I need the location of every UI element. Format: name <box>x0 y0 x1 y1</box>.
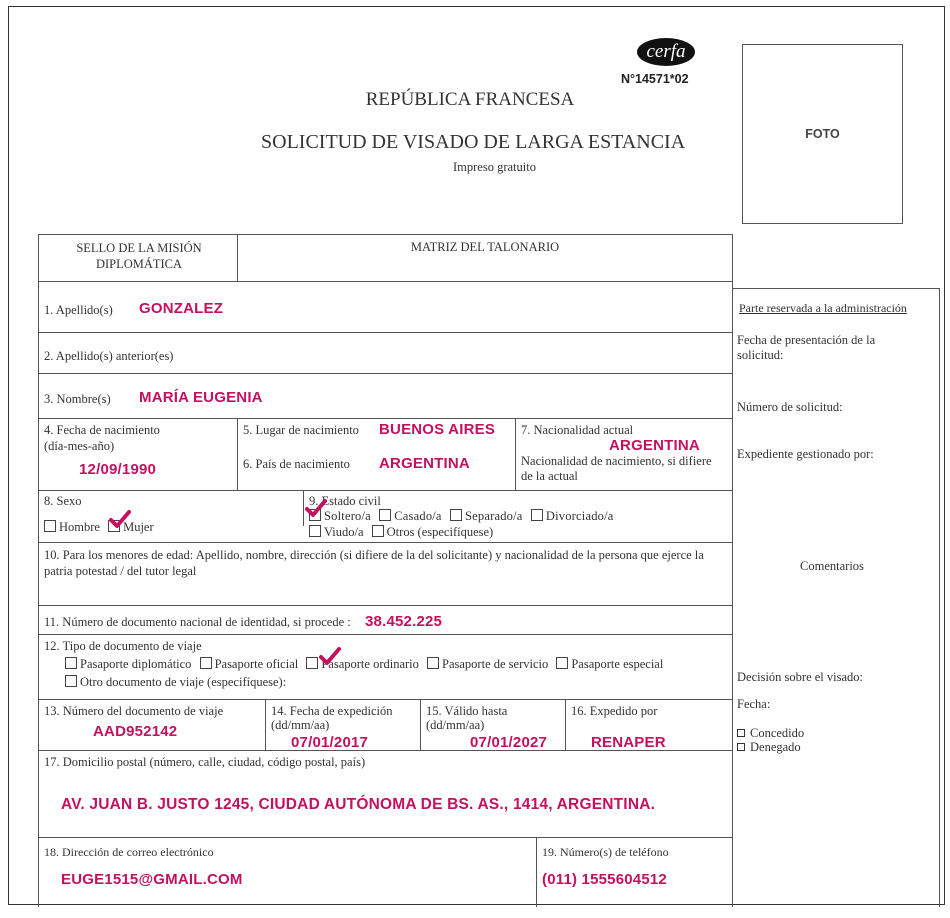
field-4-label: 4. Fecha de nacimiento <box>44 423 160 437</box>
checkbox-servicio[interactable] <box>427 657 439 669</box>
civil-option-casado[interactable] <box>379 509 441 524</box>
field-4-birth-date[interactable]: 12/09/1990 <box>79 461 157 478</box>
field-14-issue-date[interactable]: 07/01/2017 <box>291 734 369 751</box>
field-15-label: 15. Válido hasta <box>426 704 508 718</box>
admin-submission-date: Fecha de presentación de la solicitud: <box>737 333 876 362</box>
admin-handled-by: Expediente gestionado por: <box>737 447 874 461</box>
admin-panel <box>732 288 940 907</box>
option-label: Concedido <box>750 726 805 740</box>
field-11-label: 11. Número de documento nacional de identidad, si procede : <box>44 615 351 629</box>
admin-title: Parte reservada a la administración <box>739 301 907 315</box>
admin-application-number: Número de solicitud: <box>737 400 843 414</box>
field-5-label: 5. Lugar de nacimiento <box>243 423 359 437</box>
doc-option-especial[interactable] <box>556 657 663 672</box>
checkbox-granted[interactable] <box>737 729 745 737</box>
stub-cell: MATRIZ DEL TALONARIO <box>410 240 560 254</box>
checkbox-otros[interactable] <box>372 525 384 537</box>
admin-comments: Comentarios <box>800 559 864 573</box>
field-9-options-row1 <box>309 509 619 524</box>
field-4-sublabel: (día-mes-año) <box>44 439 115 453</box>
field-7-nationality[interactable]: ARGENTINA <box>609 437 700 454</box>
option-label: Pasaporte especial <box>571 657 664 671</box>
republic-heading: REPÚBLICA FRANCESA <box>365 89 575 110</box>
field-9-options-row2 <box>309 525 498 540</box>
field-1-label: 1. Apellido(s) <box>44 303 113 317</box>
stamp-cell: SELLO DE LA MISIÓN DIPLOMÁTICA <box>76 241 202 271</box>
option-label: Otros (especifíquese) <box>386 525 494 539</box>
cerfa-number: N°14571*02 <box>621 72 689 86</box>
civil-option-separado[interactable] <box>450 509 523 524</box>
checkmark-icon-mujer <box>109 509 131 529</box>
field-8-label: 8. Sexo <box>44 494 82 508</box>
photo-label: FOTO <box>805 127 840 141</box>
field-1-surname[interactable]: GONZALEZ <box>139 300 224 317</box>
field-7-sublabel: Nacionalidad de nacimiento, si difiere de la actual <box>521 454 712 483</box>
field-6-label: 6. País de nacimiento <box>243 457 350 471</box>
checkbox-otro[interactable] <box>65 675 77 687</box>
field-17-label: 17. Domicilio postal (número, calle, ciudad, código postal, país) <box>44 755 366 769</box>
form-subtitle: Impreso gratuito <box>453 160 536 174</box>
option-label: Soltero/a <box>324 509 371 523</box>
civil-option-otros[interactable] <box>372 525 494 540</box>
field-7-label: 7. Nacionalidad actual <box>521 423 634 437</box>
checkmark-icon-soltero <box>305 498 327 518</box>
field-16-label: 16. Expedido por <box>571 704 658 718</box>
option-label: Hombre <box>59 520 100 534</box>
field-13-passport-number[interactable]: AAD952142 <box>93 723 178 740</box>
visa-application-form <box>8 6 945 905</box>
doc-option-diplomatico[interactable] <box>65 657 191 672</box>
field-8-options <box>44 520 159 535</box>
field-9-label: 9. Estado civil <box>309 494 381 508</box>
option-label: Pasaporte diplomático <box>80 657 192 671</box>
form-title: SOLICITUD DE VISADO DE LARGA ESTANCIA <box>261 131 686 153</box>
admin-denied-option[interactable] <box>737 740 801 755</box>
checkbox-separado[interactable] <box>450 509 462 521</box>
option-label: Casado/a <box>394 509 442 523</box>
admin-decision: Decisión sobre el visado: <box>737 670 864 684</box>
checkbox-diplomatico[interactable] <box>65 657 77 669</box>
checkbox-divorciado[interactable] <box>531 509 543 521</box>
option-label: Denegado <box>750 740 801 754</box>
photo-box <box>742 44 903 224</box>
option-label: Otro documento de viaje (especifíquese): <box>80 675 287 689</box>
doc-option-oficial[interactable] <box>200 657 299 672</box>
checkbox-oficial[interactable] <box>200 657 212 669</box>
option-label: Mujer <box>123 520 154 534</box>
field-3-label: 3. Nombre(s) <box>44 392 111 406</box>
field-14-label: 14. Fecha de expedición <box>271 704 393 718</box>
field-15-sublabel: (dd/mm/aa) <box>426 718 485 732</box>
checkmark-icon-ordinario <box>319 646 341 666</box>
field-6-birth-country[interactable]: ARGENTINA <box>379 455 470 472</box>
field-17-postal-address[interactable]: AV. JUAN B. JUSTO 1245, CIUDAD AUTÓNOMA DE BS. AS., 1414, ARGENTINA. <box>61 796 656 813</box>
admin-granted-option[interactable] <box>737 726 804 741</box>
doc-option-otro[interactable] <box>65 675 286 690</box>
checkbox-denied[interactable] <box>737 743 745 751</box>
field-11-national-id[interactable]: 38.452.225 <box>365 613 443 630</box>
field-10-label: 10. Para los menores de edad: Apellido, nombre, dirección (si difiere de la del solicitante) y nacionalidad de la persona que ejerce la patria potestad / del tutor legal <box>44 548 704 578</box>
checkbox-especial[interactable] <box>556 657 568 669</box>
cerfa-logo: cerfa <box>637 38 695 66</box>
checkbox-viudo[interactable] <box>309 525 321 537</box>
field-18-label: 18. Dirección de correo electrónico <box>44 845 214 859</box>
field-15-expiry-date[interactable]: 07/01/2027 <box>470 734 548 751</box>
option-label: Divorciado/a <box>545 509 614 523</box>
admin-date: Fecha: <box>737 697 771 711</box>
option-label: Pasaporte oficial <box>214 657 299 671</box>
field-12-label: 12. Tipo de documento de viaje <box>44 639 202 653</box>
field-3-first-name[interactable]: MARÍA EUGENIA <box>139 389 263 406</box>
checkbox-casado[interactable] <box>379 509 391 521</box>
field-12-options-row1 <box>65 657 668 672</box>
field-12-options-row2 <box>65 675 291 690</box>
option-label: Pasaporte de servicio <box>442 657 549 671</box>
option-label: Separado/a <box>465 509 523 523</box>
field-19-phone[interactable]: (011) 1555604512 <box>542 871 667 888</box>
field-2-label: 2. Apellido(s) anterior(es) <box>44 349 174 363</box>
field-5-birth-place[interactable]: BUENOS AIRES <box>379 421 496 438</box>
field-13-label: 13. Número del documento de viaje <box>44 704 224 718</box>
field-16-issued-by[interactable]: RENAPER <box>591 734 666 751</box>
checkbox-hombre[interactable] <box>44 520 56 532</box>
civil-option-viudo[interactable] <box>309 525 364 540</box>
sex-option-hombre[interactable] <box>44 520 100 535</box>
civil-option-divorciado[interactable] <box>531 509 614 524</box>
field-14-sublabel: (dd/mm/aa) <box>271 718 330 732</box>
field-19-label: 19. Número(s) de teléfono <box>542 845 669 859</box>
option-label: Pasaporte ordinario <box>321 657 419 671</box>
option-label: Viudo/a <box>324 525 364 539</box>
doc-option-servicio[interactable] <box>427 657 548 672</box>
checkbox-ordinario[interactable] <box>306 657 318 669</box>
field-18-email[interactable]: EUGE1515@GMAIL.COM <box>61 871 243 888</box>
